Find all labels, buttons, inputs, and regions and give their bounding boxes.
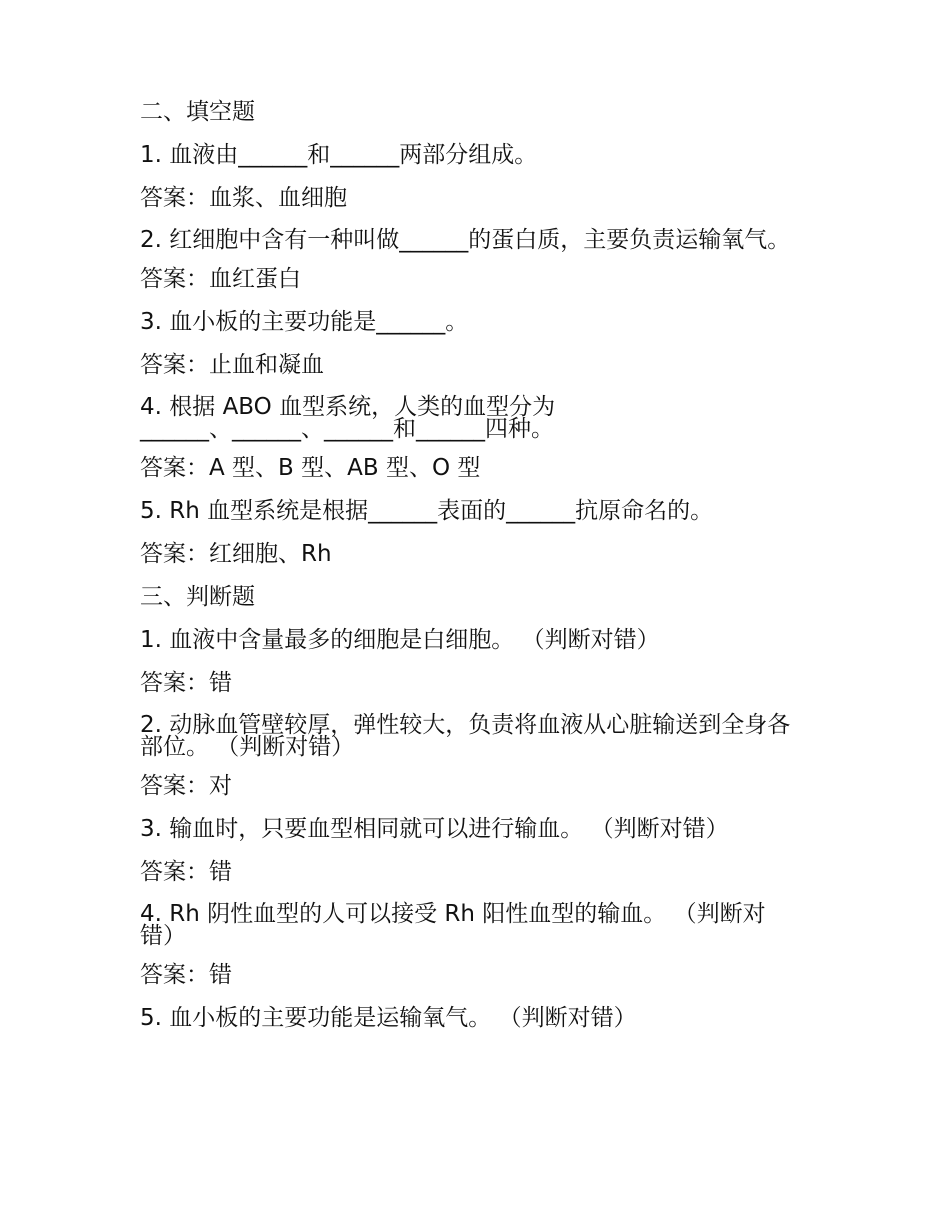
answer-tf-3: 答案：错: [140, 859, 232, 885]
answer-fill-5: 答案：红细胞、Rh: [140, 541, 332, 567]
question-fill-3: 3. 血小板的主要功能是______。: [140, 309, 469, 335]
question-tf-5: 5. 血小板的主要功能是运输氧气。 （判断对错）: [140, 1005, 637, 1031]
answer-fill-1: 答案：血浆、血细胞: [140, 185, 347, 211]
answer-fill-2: 答案：血红蛋白: [140, 266, 301, 292]
question-fill-2: 2. 红细胞中含有一种叫做______的蛋白质，主要负责运输氧气。: [140, 227, 791, 253]
question-fill-1: 1. 血液由______和______两部分组成。: [140, 142, 538, 168]
answer-tf-4: 答案：错: [140, 962, 232, 988]
answer-tf-1: 答案：错: [140, 670, 232, 696]
question-fill-4: 4. 根据 ABO 血型系统，人类的血型分为 ______、______、______和______四种。: [140, 394, 556, 442]
document-page: [140, 100, 800, 1049]
section-heading-true-false: 三、判断题: [140, 584, 255, 610]
answer-fill-3: 答案：止血和凝血: [140, 352, 324, 378]
answer-fill-4: 答案：A 型、B 型、AB 型、O 型: [140, 455, 481, 481]
section-heading-fill-blank: 二、填空题: [140, 99, 255, 125]
question-tf-2: 2. 动脉血管壁较厚，弹性较大，负责将血液从心脏输送到全身各部位。 （判断对错）: [140, 712, 791, 760]
question-tf-1: 1. 血液中含量最多的细胞是白细胞。 （判断对错）: [140, 627, 660, 653]
question-tf-4: 4. Rh 阴性血型的人可以接受 Rh 阳性血型的输血。 （判断对错）: [140, 901, 766, 949]
question-tf-3: 3. 输血时，只要血型相同就可以进行输血。 （判断对错）: [140, 816, 729, 842]
question-fill-5: 5. Rh 血型系统是根据______表面的______抗原命名的。: [140, 498, 714, 524]
answer-tf-2: 答案：对: [140, 773, 232, 799]
